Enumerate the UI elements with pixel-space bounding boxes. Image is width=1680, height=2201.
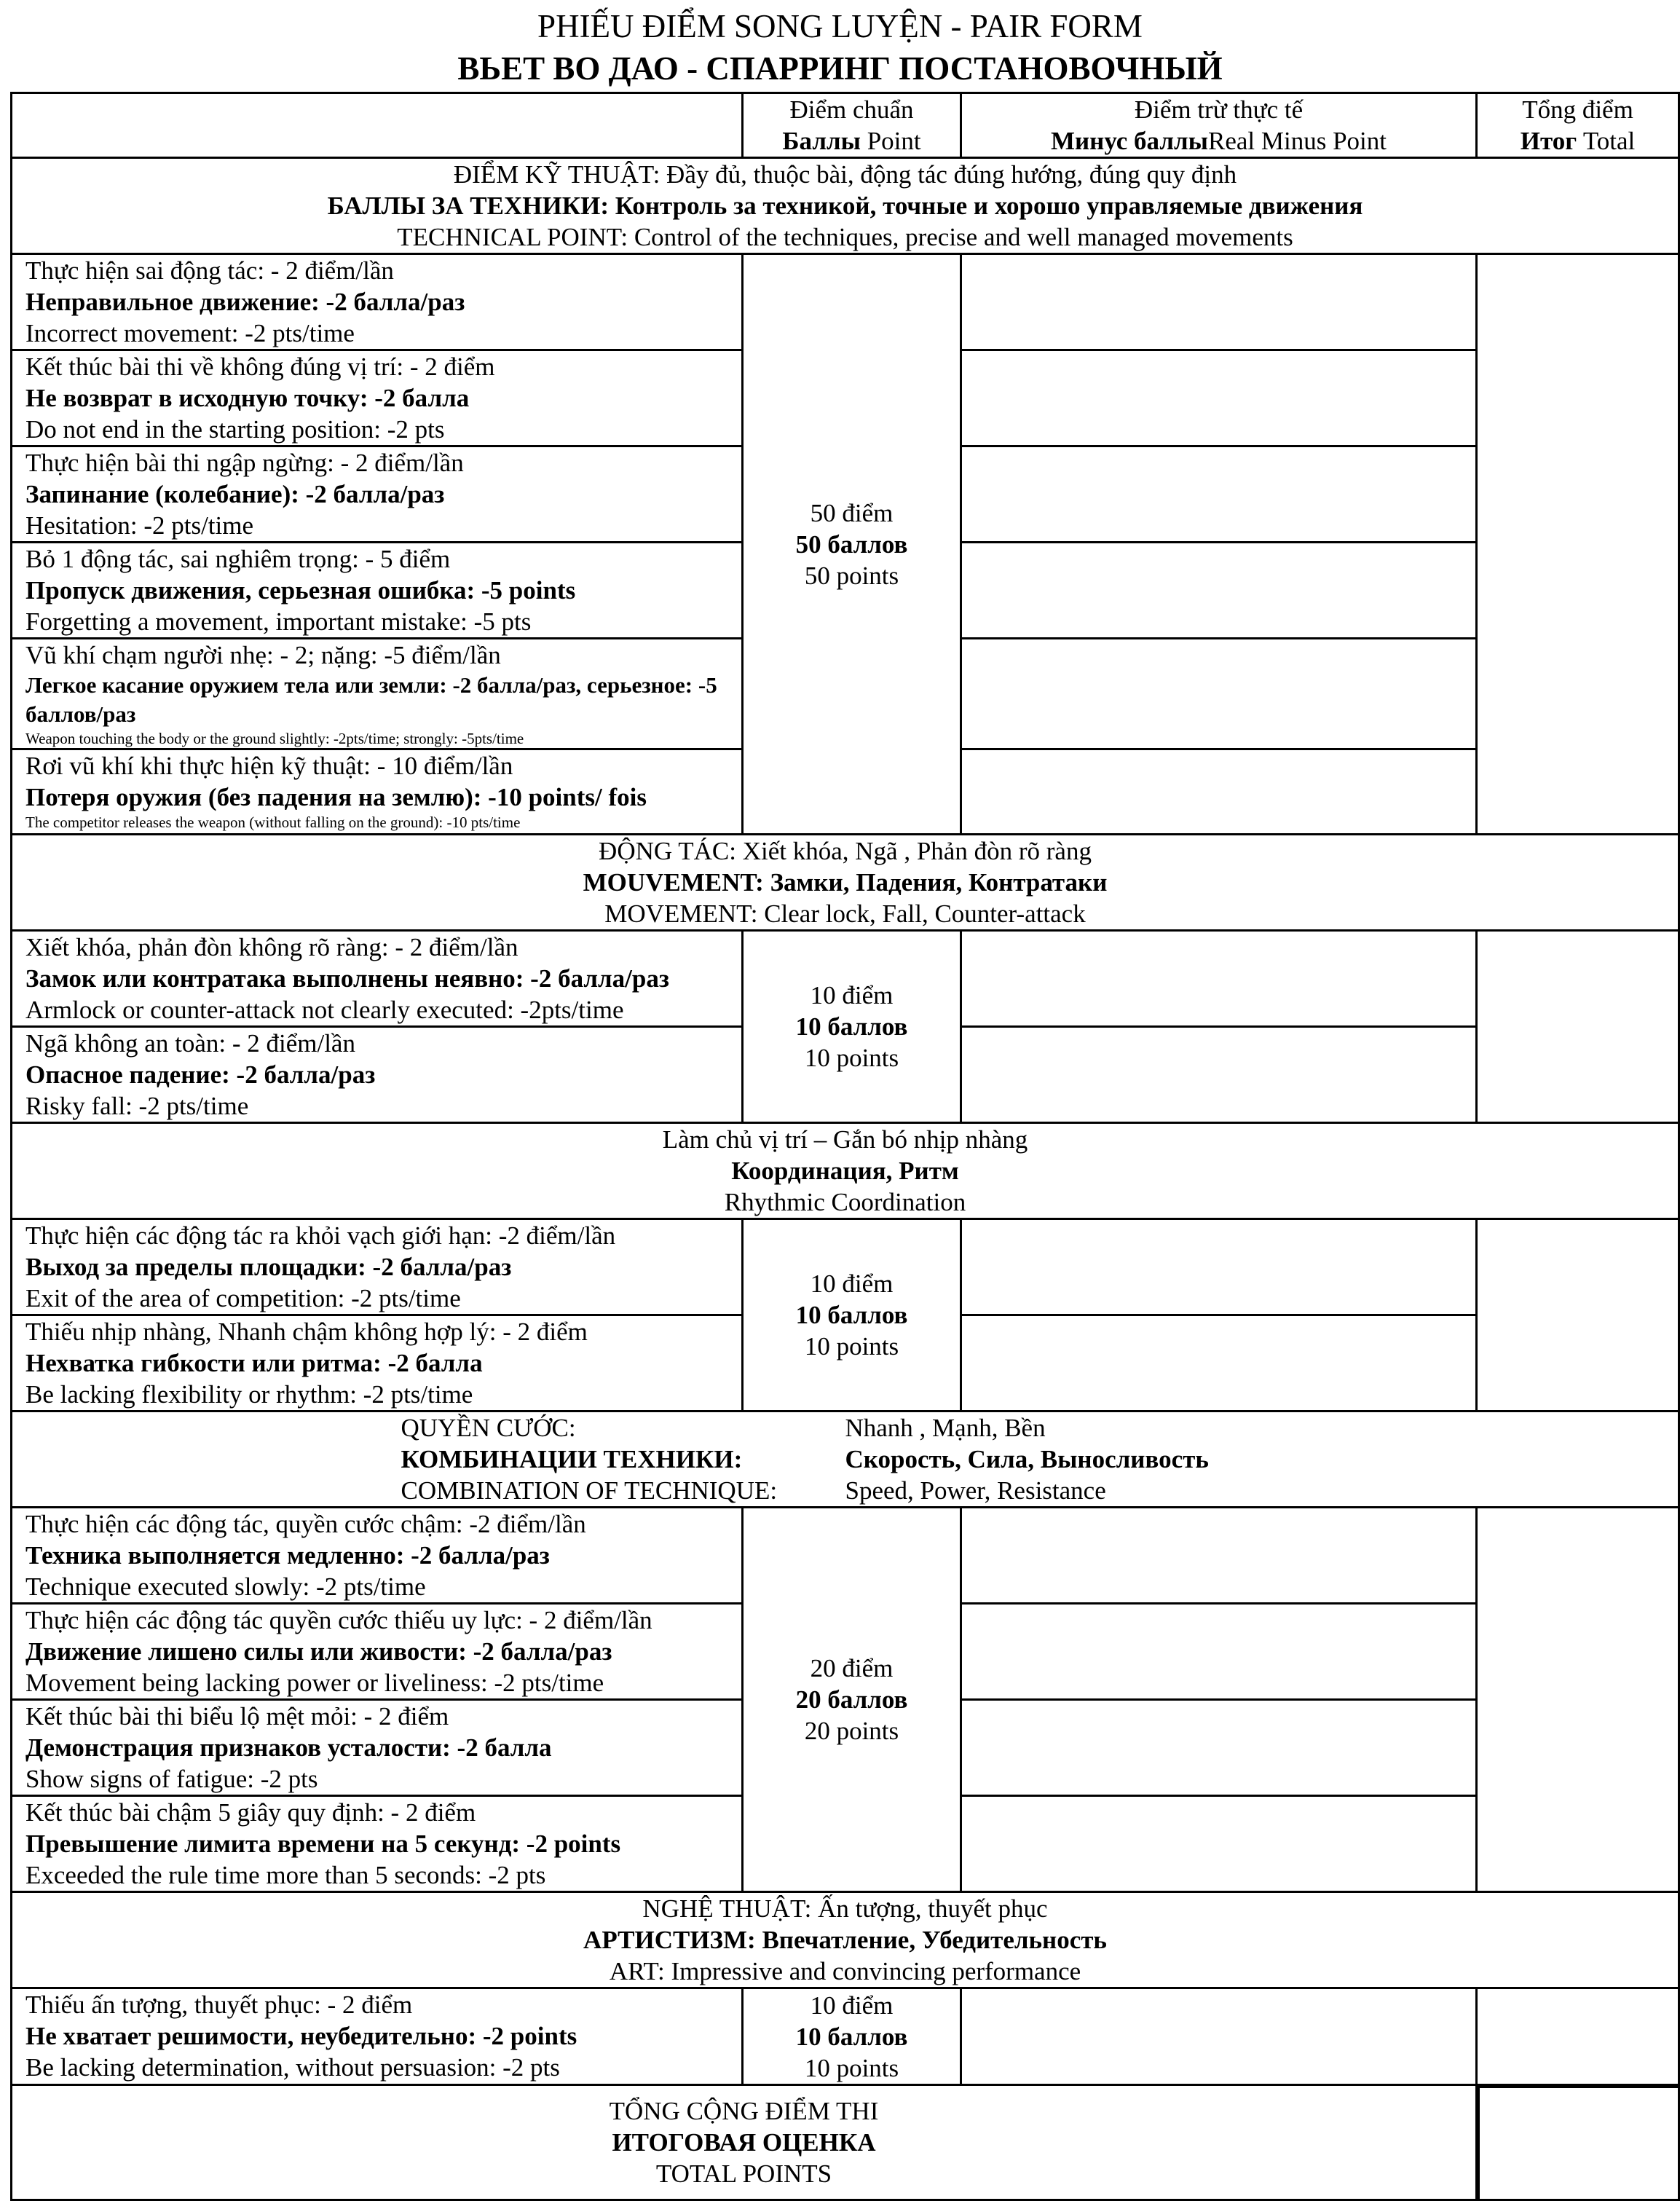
table-row [12,254,1679,350]
standard-points-cell: 10 điểm 10 баллов 10 points [743,931,961,1123]
section-title-cell: QUYỀN CƯỚC: Nhanh , Mạnh, Bền КОМБИНАЦИИ ТЕХНИКИ: Скорость, Сила, Выносливость COMBINATION OF TECHNIQUE: Speed, Power, Resistance [12,1411,1679,1508]
section-title-cell: NGHỆ THUẬT: Ấn tượng, thuyết phục АРТИСТИЗМ: Впечатление, Убедительность ART: Impressive and convincing performance [12,1892,1679,1988]
minus-input-cell[interactable] [961,1508,1477,1604]
criterion-cell: Ngã không an toàn: - 2 điểm/lần Опасное падение: -2 балла/раз Risky fall: -2 pts/time [12,1027,743,1123]
standard-points-cell: 10 điểm 10 баллов 10 points [743,1988,961,2085]
minus-input-cell[interactable] [961,1027,1477,1123]
criterion-cell: Thực hiện các động tác, quyền cước chậm: -2 điểm/lần Техника выполняется медленно: -2 балла/раз Technique executed slowly: -2 pts/time [12,1508,743,1604]
total-input-cell[interactable] [1477,254,1679,835]
section-header-movement [12,835,1679,931]
section-title-cell: ĐỘNG TÁC: Xiết khóa, Ngã , Phản đòn rõ ràng MOUVEMENT: Замки, Падения, Контратаки MOVEMENT: Clear lock, Fall, Counter-attack [12,835,1679,931]
total-input-cell[interactable] [1477,1219,1679,1411]
minus-input-cell[interactable] [961,1796,1477,1892]
standard-points-cell: 50 điểm 50 баллов 50 points [743,254,961,835]
section-header-technical [12,158,1679,254]
minus-input-cell[interactable] [961,543,1477,639]
minus-input-cell[interactable] [961,639,1477,749]
minus-input-cell[interactable] [961,446,1477,543]
header-total: Tổng điểm Итог Total [1477,93,1679,158]
grand-total-label-cell: TỔNG CỘNG ĐIỂM THI ИТОГОВАЯ ОЦЕНКА TOTAL POINTS [12,2085,1477,2200]
section-header-combination [12,1411,1679,1508]
section-title-cell: ĐIỂM KỸ THUẬT: Đầy đủ, thuộc bài, động tác đúng hướng, đúng quy định БАЛЛЫ ЗА ТЕХНИКИ: Контроль за техникой, точные и хорошо управляемые движения TECHNICAL POINT: Control of the techniques, precise and well managed movements [12,158,1679,254]
table-row [12,1219,1679,1315]
total-input-cell[interactable] [1477,1508,1679,1892]
section-header-coordination [12,1123,1679,1219]
section-title-cell: Làm chủ vị trí – Gắn bó nhịp nhàng Координация, Ритм Rhythmic Coordination [12,1123,1679,1219]
minus-input-cell[interactable] [961,931,1477,1027]
criterion-cell: Bỏ 1 động tác, sai nghiêm trọng: - 5 điểm Пропуск движения, серьезная ошибка: -5 points Forgetting a movement, important mistake: -5 pts [12,543,743,639]
minus-input-cell[interactable] [961,350,1477,446]
table-row [12,931,1679,1027]
criterion-cell: Thiếu nhịp nhàng, Nhanh chậm không hợp lý: - 2 điểm Нехватка гибкости или ритма: -2 балла Be lacking flexibility or rhythm: -2 pts/time [12,1315,743,1411]
minus-input-cell[interactable] [961,1604,1477,1700]
table-row [12,1988,1679,2085]
criterion-cell: Rơi vũ khí khi thực hiện kỹ thuật: - 10 điểm/lần Потеря оружия (без падения на землю): -10 points/ fois The competitor releases the weapon (without falling on the ground): -10 pts/time [12,749,743,835]
form-subtitle: ВЬЕТ ВО ДАО - СПАРРИНГ ПОСТАНОВОЧНЫЙ [457,50,1223,87]
header-minus-point: Điểm trừ thực tế Минус баллыReal Minus Point [961,93,1477,158]
total-input-cell[interactable] [1477,931,1679,1123]
criterion-cell: Thực hiện bài thi ngập ngừng: - 2 điểm/lần Запинание (колебание): -2 балла/раз Hesitation: -2 pts/time [12,446,743,543]
criterion-cell: Xiết khóa, phản đòn không rõ ràng: - 2 điểm/lần Замок или контратака выполнены неявно: -2 балла/раз Armlock or counter-attack not clearly executed: -2pts/time [12,931,743,1027]
grand-total-frame [1477,2085,1679,2200]
criterion-cell: Kết thúc bài thi về không đúng vị trí: - 2 điểm Не возврат в исходную точку: -2 балла Do not end in the starting position: -2 pts [12,350,743,446]
criterion-cell: Thực hiện các động tác quyền cước thiếu uy lực: - 2 điểm/lần Движение лишено силы или живости: -2 балла/раз Movement being lacking power or liveliness: -2 pts/time [12,1604,743,1700]
grand-total-row [12,2085,1679,2200]
header-standard-point: Điểm chuẩn Баллы Point [743,93,961,158]
minus-input-cell[interactable] [961,749,1477,835]
minus-input-cell[interactable] [961,1219,1477,1315]
form-title: PHIẾU ĐIỂM SONG LUYỆN - PAIR FORM [537,8,1143,44]
header-row [12,93,1679,158]
criterion-cell: Vũ khí chạm người nhẹ: - 2; nặng: -5 điểm/lần Легкое касание оружием тела или земли: -2 балла/раз, серьезное: -5 баллов/раз Weapon touching the body or the ground slightly: -2pts/time; strongly: -5pts/time [12,639,743,749]
standard-points-cell: 20 điểm 20 баллов 20 points [743,1508,961,1892]
criterion-cell: Thực hiện các động tác ra khỏi vạch giới hạn: -2 điểm/lần Выход за пределы площадки: -2 балла/раз Exit of the area of competition: -2 pts/time [12,1219,743,1315]
standard-points-cell: 10 điểm 10 баллов 10 points [743,1219,961,1411]
minus-input-cell[interactable] [961,1988,1477,2085]
score-table [10,92,1680,2201]
criterion-cell: Kết thúc bài thi biểu lộ mệt mỏi: - 2 điểm Демонстрация признаков усталости: -2 балла Show signs of fatigue: -2 pts [12,1700,743,1796]
minus-input-cell[interactable] [961,254,1477,350]
minus-input-cell[interactable] [961,1700,1477,1796]
criterion-cell: Thiếu ấn tượng, thuyết phục: - 2 điểm Не хватает решимости, неубедительно: -2 points Be lacking determination, without persuasion: -2 pts [12,1988,743,2085]
header-blank-cell [12,93,743,158]
criterion-cell: Kết thúc bài chậm 5 giây quy định: - 2 điểm Превышение лимита времени на 5 секунд: -2 points Exceeded the rule time more than 5 seconds: -2 pts [12,1796,743,1892]
criterion-cell: Thực hiện sai động tác: - 2 điểm/lần Неправильное движение: -2 балла/раз Incorrect movement: -2 pts/time [12,254,743,350]
table-row [12,1508,1679,1604]
section-header-art [12,1892,1679,1988]
grand-total-box[interactable] [1477,2085,1679,2200]
minus-input-cell[interactable] [961,1315,1477,1411]
total-input-cell[interactable] [1477,1988,1679,2085]
